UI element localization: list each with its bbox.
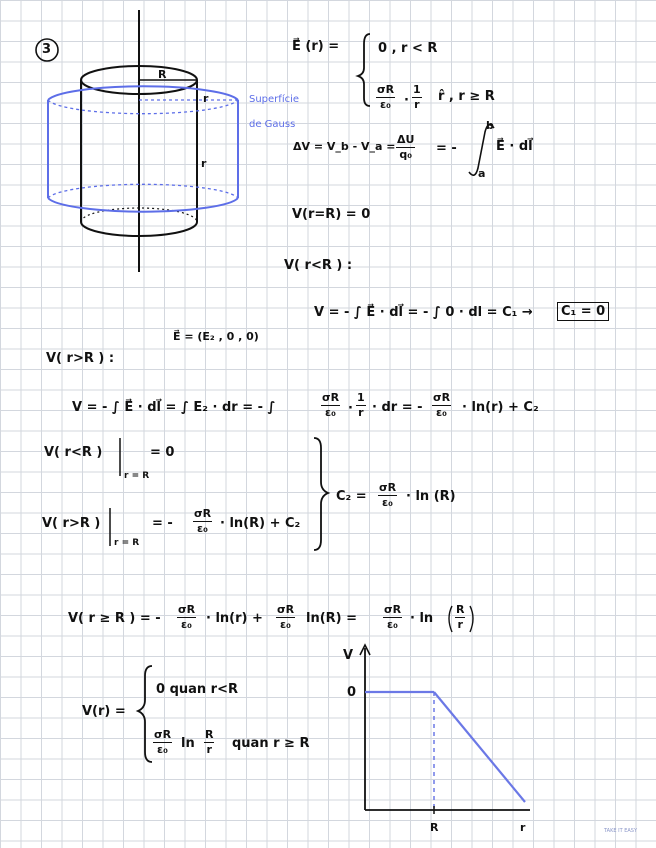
- graph-x-tick-R: R: [430, 821, 439, 834]
- efield-case2-tail: r̂ , r ≥ R: [438, 89, 495, 104]
- gauss-surface: [48, 86, 238, 211]
- delta-v-frac: $\frac{\Delta U}{\text{q₀}}$: [397, 133, 415, 161]
- graph-zero-label: 0: [347, 685, 357, 700]
- bc-brace: [314, 438, 328, 550]
- bc2-lhs: V( r>R ): [42, 516, 101, 531]
- delta-v-integrand: E⃗ · dl⃗: [496, 139, 533, 154]
- c1-box: C₁ = 0: [557, 302, 609, 321]
- v-greater-part1: V = - ∫ E⃗ · dl⃗ = ∫ E₂ · dr = - ∫: [72, 400, 276, 415]
- problem-number: 3: [42, 42, 52, 57]
- v-less-heading: V( r<R ) :: [284, 258, 353, 273]
- watermark: TAKE IT EASY: [604, 828, 638, 834]
- v-at-R: V(r=R) = 0: [292, 207, 371, 222]
- final-lhs: V( r ≥ R ) = -: [68, 611, 161, 626]
- label-r-side: r: [201, 157, 207, 170]
- efield-case1: 0 , r < R: [378, 41, 438, 56]
- gauss-label-line2: de Gauss: [249, 119, 296, 130]
- graph-sloped-segment: [434, 692, 525, 802]
- label-R: R: [158, 68, 167, 81]
- e-vector: E⃗ = (E₂ , 0 , 0): [173, 330, 259, 343]
- delta-v-lhs: ΔV = V_b - V_a =: [293, 140, 396, 153]
- vr-case1: 0 quan r<R: [156, 682, 238, 697]
- efield-frac1: $\frac{\sigma R}{\text{ε₀}}$: [377, 83, 395, 111]
- potential-graph: [360, 645, 530, 814]
- gauss-label-line1: Superfície: [249, 94, 300, 105]
- v-greater-heading: V( r>R ) :: [46, 351, 115, 366]
- vr-lhs: V(r) =: [82, 704, 126, 719]
- bc1-lhs: V( r<R ): [44, 445, 103, 460]
- c2-lhs: C₂ =: [336, 489, 367, 504]
- v-less-equation: V = - ∫ E⃗ · dl⃗ = - ∫ 0 · dl = C₁ →: [314, 305, 533, 320]
- efield-frac2: $\frac{1}{r}$: [413, 83, 421, 111]
- graph-y-label: V: [343, 648, 354, 663]
- efield-brace: [358, 34, 370, 106]
- efield-lhs: E⃗ (r) =: [292, 39, 340, 54]
- label-r-top: r: [203, 92, 209, 105]
- graph-x-label: r: [520, 821, 526, 834]
- vr-brace: [138, 666, 152, 762]
- vr-case2-tail: quan r ≥ R: [232, 736, 310, 751]
